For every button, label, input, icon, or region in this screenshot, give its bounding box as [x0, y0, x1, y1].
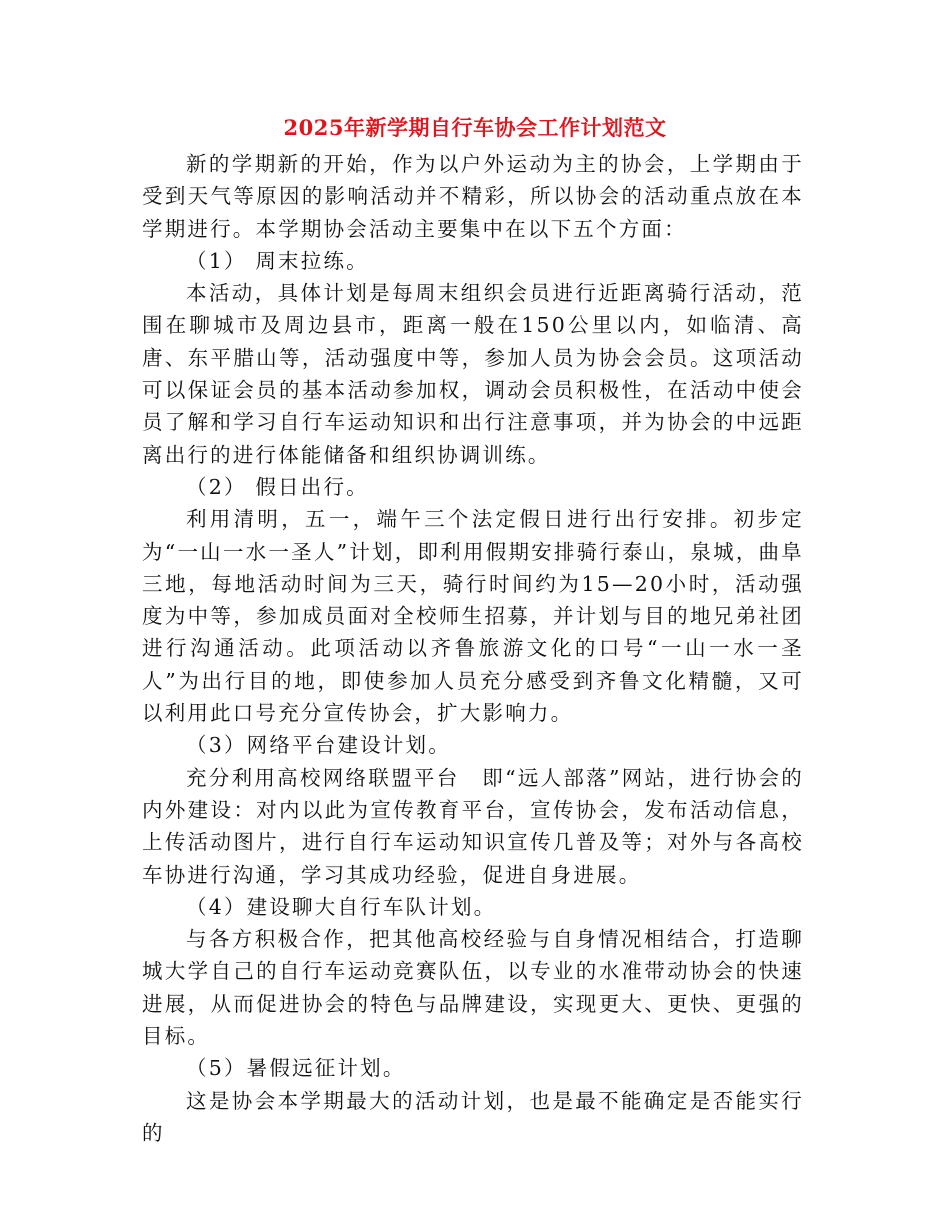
- section-paragraph-4: 与各方积极合作，把其他高校经验与自身情况相结合，打造聊城大学自己的自行车运动竞赛队伍，以专业的水准带动协会的快速进展，从而促进协会的特色与品牌建设，实现更大、更快、更强的目标。: [142, 927, 804, 1049]
- document-title: 2025年新学期自行车协会工作计划范文: [283, 115, 667, 140]
- section-heading-4: （4）建设聊大自行车队计划。: [186, 894, 497, 919]
- document-body: [142, 148, 804, 1149]
- section-heading-5: （5）暑假远征计划。: [186, 1056, 406, 1081]
- section-heading-3: （3）网络平台建设计划。: [186, 733, 451, 758]
- intro-paragraph: 新的学期新的开始，作为以户外运动为主的协会，上学期由于受到天气等原因的影响活动并不精彩，所以协会的活动重点放在本学期进行。本学期协会活动主要集中在以下五个方面：: [142, 152, 804, 241]
- section-paragraph-1: 本活动，具体计划是每周末组织会员进行近距离骑行活动，范围在聊城市及周边县市，距离一般在150公里以内，如临清、高唐、东平腊山等，活动强度中等，参加人员为协会会员。这项活动可以保证会员的基本活动参加权，调动会员积极性，在活动中使会员了解和学习自行车运动知识和出行注意事项，并为协会的中远距离出行的进行体能储备和组织协调训练。: [142, 281, 804, 467]
- section-paragraph-3: 充分利用高校网络联盟平台 即“远人部落”网站，进行协会的内外建设：对内以此为宣传教育平台，宣传协会，发布活动信息，上传活动图片，进行自行车运动知识宣传几普及等；对外与各高校车协进行沟通，学习其成功经验，促进自身进展。: [142, 765, 804, 887]
- section-heading-1: （1） 周末拉练。: [186, 248, 369, 273]
- section-heading-2: （2） 假日出行。: [186, 474, 369, 499]
- section-paragraph-2: 利用清明，五一，端午三个法定假日进行出行安排。初步定为“一山一水一圣人”计划，即利用假期安排骑行泰山，泉城，曲阜三地，每地活动时间为三天，骑行时间约为15—20小时，活动强度为中等，参加成员面对全校师生招募，并计划与目的地兄弟社团进行沟通活动。此项活动以齐鲁旅游文化的口号“一山一水一圣人”为出行目的地，即使参加人员充分感受到齐鲁文化精髓，又可以利用此口号充分宣传协会，扩大影响力。: [142, 507, 804, 726]
- section-paragraph-5: 这是协会本学期最大的活动计划，也是最不能确定是否能实行的: [142, 1088, 804, 1145]
